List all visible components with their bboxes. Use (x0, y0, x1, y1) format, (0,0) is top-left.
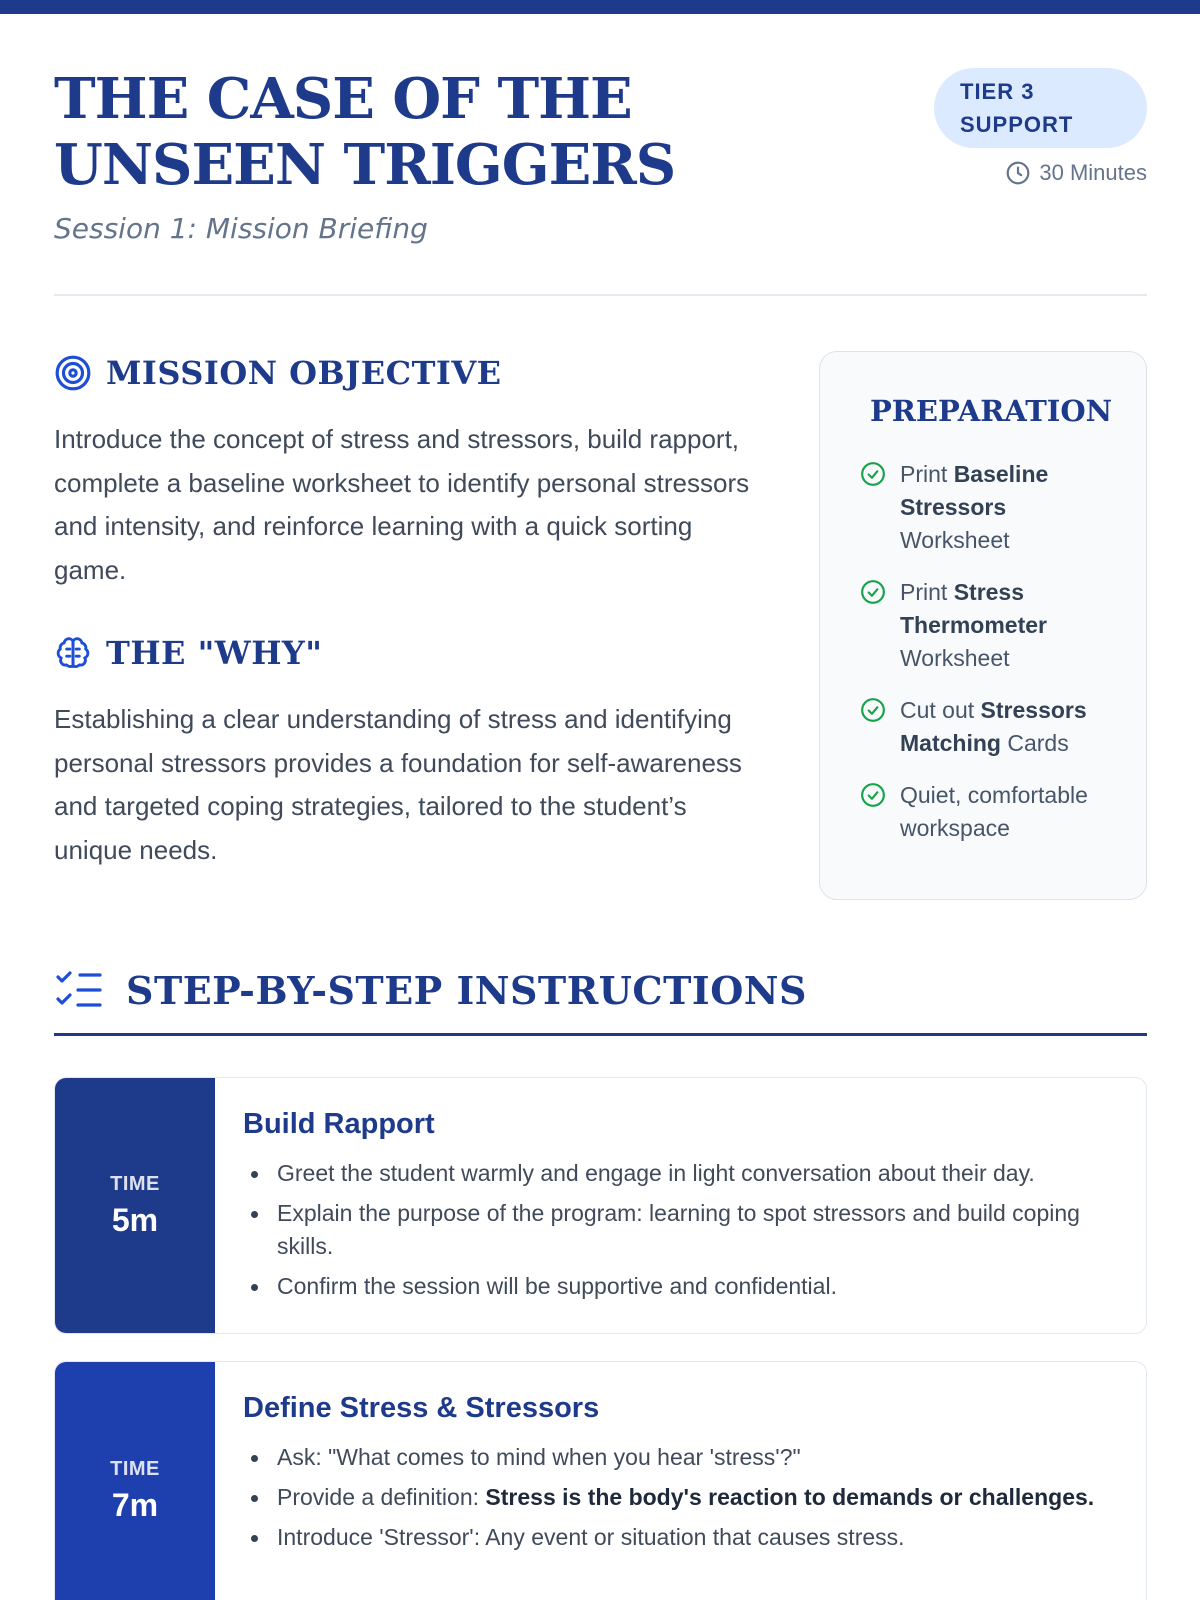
prep-item (860, 576, 1108, 675)
objective-heading-text: MISSION OBJECTIVE (106, 354, 502, 392)
steps-heading-text: STEP-BY-STEP INSTRUCTIONS (126, 968, 807, 1013)
clock-icon (1005, 160, 1031, 186)
steps-divider (54, 1033, 1147, 1036)
prep-item-text: Cut out Stressors Matching Cards (900, 697, 1087, 756)
prep-item-text: Quiet, comfortable workspace (900, 782, 1088, 841)
check-circle-icon (860, 697, 886, 723)
header-divider (54, 294, 1147, 296)
duration-label: 30 Minutes (1039, 160, 1147, 185)
session-subtitle: Session 1: Mission Briefing (54, 212, 428, 245)
brain-icon (54, 634, 92, 672)
why-heading-text: THE "WHY" (106, 634, 323, 672)
step-bullet: Explain the purpose of the program: learning to spot stressors and build coping skills. (243, 1197, 1116, 1263)
step-card (54, 1077, 1147, 1334)
tier-badge: TIER 3 SUPPORT (934, 68, 1147, 148)
step-bullet: Ask: "What comes to mind when you hear 'stress'?" (243, 1441, 1116, 1474)
step-time-block (55, 1362, 215, 1600)
step-body (243, 1108, 1116, 1310)
preparation-heading (860, 394, 1113, 428)
why-text: Establishing a clear understanding of stress and identifying personal stressors provides a foundation for self-awareness and targeted coping strategies, tailored to the student’s unique needs. (54, 704, 742, 865)
step-time-value: 5m (111, 1201, 159, 1238)
prep-item-text: Print Stress Thermometer Worksheet (900, 579, 1047, 671)
step-time-value: 7m (111, 1487, 159, 1523)
step-bullet: Introduce 'Stressor': Any event or situation that causes stress. (243, 1521, 1116, 1554)
why-heading (54, 634, 322, 672)
check-circle-icon (860, 782, 886, 808)
duration (1005, 160, 1147, 186)
step-card (54, 1361, 1147, 1600)
step-bullet: Greet the student warmly and engage in light conversation about their day. (243, 1157, 1116, 1190)
step-bullets (243, 1157, 1116, 1303)
preparation-card (819, 351, 1147, 900)
objective-text: Introduce the concept of stress and stressors, build rapport, complete a baseline worksheet to identify personal stressors and intensity, and reinforce learning with a quick sorting game. (54, 424, 750, 585)
step-bullet: Provide a definition: Stress is the body's reaction to demands or challenges. (243, 1481, 1116, 1514)
step-bullets (243, 1441, 1116, 1554)
steps-heading (54, 968, 807, 1013)
objective-heading (54, 354, 502, 392)
step-time-label: TIME (110, 1458, 160, 1480)
step-title: Build Rapport (243, 1108, 435, 1140)
step-title: Define Stress & Stressors (243, 1392, 600, 1424)
target-icon (54, 354, 92, 392)
step-time-block (55, 1078, 215, 1333)
header (54, 66, 1147, 245)
check-circle-icon (860, 579, 886, 605)
page-title: THE CASE OF THE UNSEEN TRIGGERS (54, 66, 676, 198)
preparation-heading-text: PREPARATION (870, 394, 1113, 428)
prep-item (860, 694, 1108, 760)
step-time-label: TIME (110, 1172, 160, 1195)
checklist-icon (54, 969, 104, 1013)
step-bullet: Confirm the session will be supportive and confidential. (243, 1270, 1116, 1303)
prep-item-text: Print Baseline Stressors Worksheet (900, 461, 1049, 553)
prep-item (860, 458, 1108, 557)
top-accent-bar (0, 0, 1200, 14)
step-body (243, 1392, 1116, 1561)
prep-item (860, 779, 1108, 845)
check-circle-icon (860, 461, 886, 487)
